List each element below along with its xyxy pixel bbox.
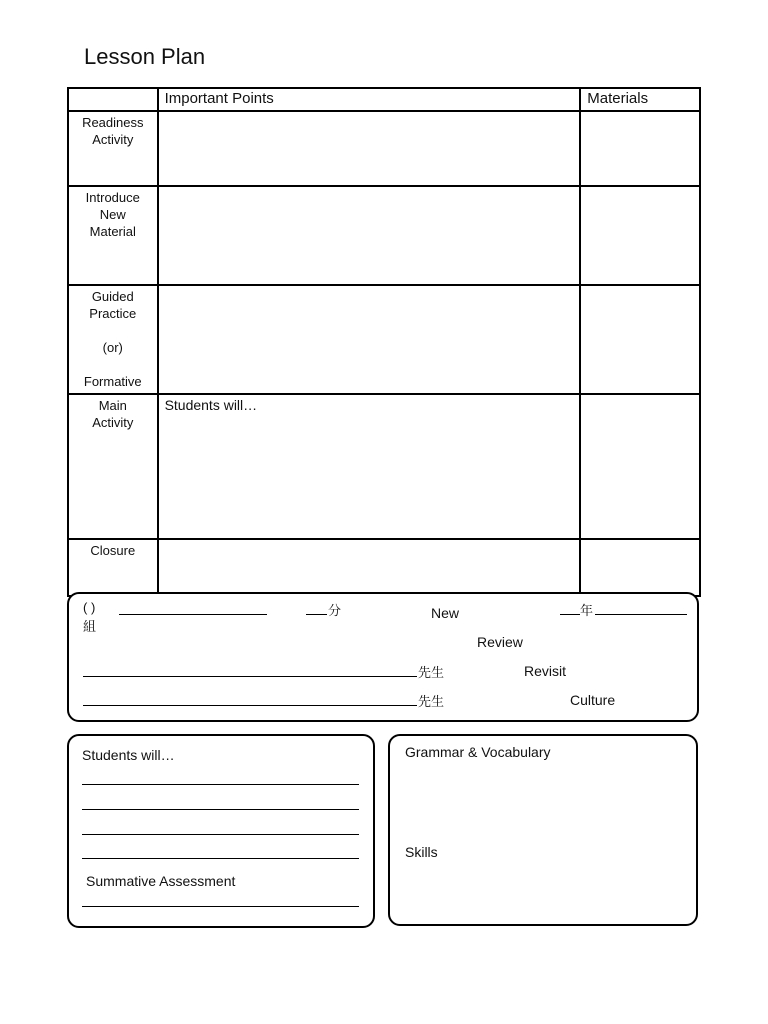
points-cell-guided[interactable] [158,285,581,394]
objective-line-2[interactable] [82,809,359,810]
grammar-vocabulary-label: Grammar & Vocabulary [405,744,551,760]
summative-assessment-label: Summative Assessment [86,873,236,889]
objectives-heading: Students will… [82,747,175,763]
nen-label: 年 [580,603,594,618]
kumi-label: 組 [83,619,97,634]
content-box [388,734,698,926]
label-line: (or) [102,340,123,355]
table-header-row [68,88,700,111]
label-line: Guided [91,289,134,304]
option-culture[interactable]: Culture [570,692,616,708]
teacher-line-1[interactable] [83,676,417,677]
row-label-guided [68,285,158,394]
row-label-main [68,394,158,539]
option-revisit[interactable]: Revisit [524,663,567,679]
label-line: Formative [83,374,142,389]
label-line: Practice [89,306,137,321]
label-line: Activity [92,132,134,147]
class-name-line[interactable] [119,614,267,615]
points-cell-introduce[interactable] [158,186,581,285]
points-cell-readiness[interactable] [158,111,581,186]
materials-cell-readiness[interactable] [580,111,700,186]
header-important-points: Important Points [158,88,581,111]
class-info-box [67,592,699,722]
row-label-closure [68,539,158,596]
materials-cell-main[interactable] [580,394,700,539]
label-line: Activity [92,415,134,430]
objective-line-4[interactable] [82,858,359,859]
table-row-closure [68,539,700,596]
label-line: Main [98,398,127,413]
table-row-readiness [68,111,700,186]
table-row-introduce [68,186,700,285]
teacher-line-2[interactable] [83,705,417,706]
fun-label: 分 [328,603,342,618]
objective-line-3[interactable] [82,834,359,835]
label-line: New [99,207,126,222]
sensei-label-1: 先生 [418,665,445,680]
label-line: Material [89,224,136,239]
table-row-guided [68,285,700,394]
materials-cell-guided[interactable] [580,285,700,394]
option-new[interactable]: New [431,605,460,621]
row-label-introduce [68,186,158,285]
page-title: Lesson Plan [84,44,206,69]
materials-cell-introduce[interactable] [580,186,700,285]
materials-cell-closure[interactable] [580,539,700,596]
header-label-cell [68,88,158,111]
assessment-line[interactable] [82,906,359,907]
minutes-line[interactable] [306,614,327,615]
grade-line[interactable] [560,614,580,615]
header-materials: Materials [580,88,700,111]
points-cell-closure[interactable] [158,539,581,596]
objectives-box [67,734,375,928]
date-line[interactable] [595,614,687,615]
option-review[interactable]: Review [477,634,523,650]
label-line: Closure [90,543,136,558]
lesson-plan-table [67,87,701,597]
objective-line-1[interactable] [82,784,359,785]
label-line: Introduce [85,190,140,205]
points-cell-main[interactable]: Students will… [158,394,581,539]
class-number-paren: ( ) [83,600,96,615]
label-line: Readiness [82,115,144,130]
sensei-label-2: 先生 [418,694,445,709]
skills-label: Skills [405,844,438,860]
table-row-main [68,394,700,539]
row-label-readiness [68,111,158,186]
